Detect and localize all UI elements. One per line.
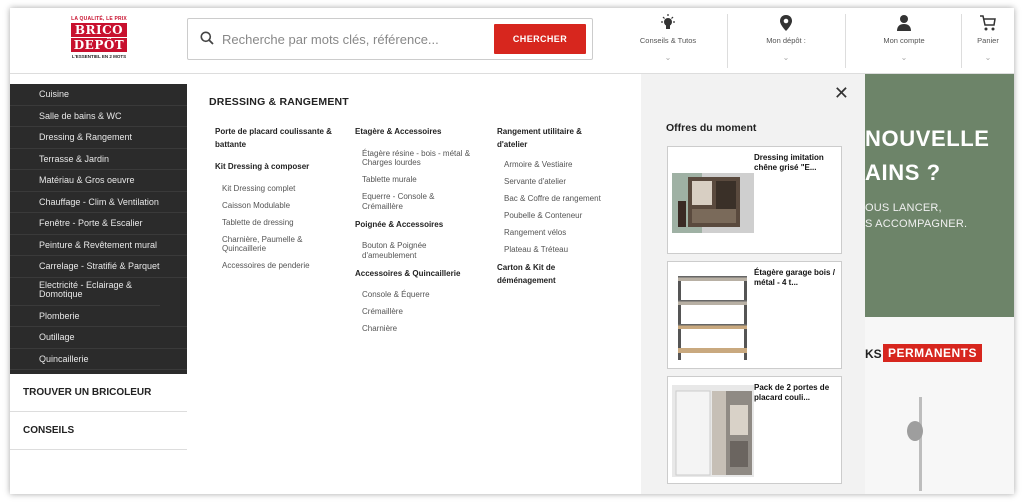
divider (727, 14, 728, 68)
permanent-prices-banner[interactable] (865, 317, 1014, 494)
mega-menu (187, 84, 641, 494)
nav-label: Conseils & Tutos (639, 36, 697, 45)
menu-category[interactable]: Porte de placard coulissante & battante (215, 127, 332, 149)
sidebar-item-outillage[interactable]: Outillage (10, 327, 187, 349)
menu-subitem[interactable]: Charnière (362, 324, 398, 333)
mega-menu-title: DRESSING & RANGEMENT (209, 96, 349, 108)
sidebar-item-fenetre[interactable]: Fenêtre - Porte & Escalier (10, 213, 187, 235)
menu-subitem[interactable]: Caisson Modulable (222, 200, 291, 210)
advice-link[interactable]: CONSEILS (10, 412, 187, 450)
banner-text: NOUVELLE (865, 126, 990, 151)
menu-column-1 (215, 126, 343, 278)
search-icon (200, 31, 214, 45)
search-button[interactable]: CHERCHER (494, 24, 586, 54)
location-pin-icon (779, 14, 793, 32)
chevron-down-icon: ⌄ (782, 53, 790, 62)
menu-column-2 (355, 126, 483, 341)
site-header (10, 8, 1014, 74)
nav-label: Mon compte (883, 36, 925, 45)
close-icon[interactable]: ✕ (833, 83, 849, 103)
menu-subitem[interactable]: Accessoires de penderie (222, 261, 310, 270)
offer-card[interactable] (667, 146, 842, 254)
menu-column-3 (497, 126, 621, 293)
menu-subitem[interactable]: Plateau & Tréteau (504, 245, 569, 254)
logo-tagline: LA QUALITÉ, LE PRIX (71, 16, 127, 22)
sidebar-item-cuisine[interactable]: Cuisine (10, 84, 187, 106)
brico-depot-logo[interactable] (68, 16, 130, 66)
menu-subitem[interactable]: Tablette de dressing (222, 217, 294, 227)
shower-head-icon (905, 397, 935, 491)
product-image (672, 385, 754, 477)
product-image (672, 270, 754, 362)
permanent-badge: PERMANENTS (883, 344, 982, 362)
logo-brand-line1: BRICO (71, 23, 127, 37)
nav-label: Panier (977, 36, 999, 45)
product-image (672, 155, 754, 247)
menu-category[interactable]: Carton & Kit de déménagement (497, 263, 556, 285)
menu-category[interactable]: Kit Dressing à composer (215, 162, 310, 171)
banner-text: OUS LANCER, (865, 202, 942, 214)
category-sidebar (10, 84, 187, 374)
menu-subitem[interactable]: Equerre - Console & Crémaillère (362, 192, 435, 211)
nav-conseils-tutos[interactable] (627, 12, 709, 70)
menu-subitem[interactable]: Armoire & Vestiaire (504, 160, 573, 169)
menu-subitem[interactable]: Rangement vélos (504, 228, 567, 237)
sidebar-item-carrelage[interactable]: Carrelage - Stratifié & Parquet (10, 256, 187, 278)
find-pro-link[interactable]: TROUVER UN BRICOLEUR (10, 374, 187, 412)
lightbulb-icon (660, 14, 676, 32)
sidebar-item-terrasse[interactable]: Terrasse & Jardin (10, 149, 187, 171)
menu-category[interactable]: Rangement utilitaire & d'atelier (497, 127, 582, 149)
banner-text: AINS ? (865, 160, 941, 185)
search-input[interactable] (222, 27, 482, 51)
menu-subitem[interactable]: Bac & Coffre de rangement (504, 194, 601, 203)
sidebar-item-electricite[interactable]: Electricité - Eclairage & Domotique (10, 278, 160, 306)
menu-subitem[interactable]: Servante d'atelier (504, 177, 567, 186)
banner-text: S ACCOMPAGNER. (865, 218, 968, 230)
promo-banner[interactable] (865, 74, 1014, 317)
offers-panel (641, 74, 865, 494)
menu-category[interactable]: Poignée & Accessoires (355, 219, 444, 229)
offers-title: Offres du moment (666, 122, 757, 134)
menu-subitem[interactable]: Bouton & Poignée d'ameublement (362, 241, 427, 260)
offer-title: Dressing imitation chêne grisé "E... (754, 153, 824, 172)
menu-subitem[interactable]: Poubelle & Conteneur (504, 211, 583, 220)
chevron-down-icon: ⌄ (664, 53, 672, 62)
sidebar-item-materiau[interactable]: Matériau & Gros oeuvre (10, 170, 187, 192)
menu-subitem[interactable]: Kit Dressing complet (222, 183, 296, 193)
nav-label: Mon dépôt : (766, 36, 806, 45)
nav-mon-compte[interactable] (863, 12, 945, 70)
sidebar-item-salle-de-bains[interactable]: Salle de bains & WC (10, 106, 187, 128)
divider (961, 14, 962, 68)
menu-subitem[interactable]: Étagère résine - bois - métal & Charges lourdes (362, 148, 471, 167)
nav-mon-depot[interactable] (745, 12, 827, 70)
logo-brand-line2: DEPÔT (71, 38, 127, 52)
sidebar-item-plomberie[interactable]: Plomberie (10, 306, 187, 328)
browser-page (10, 8, 1014, 494)
menu-category[interactable]: Accessoires & Quincaillerie (355, 268, 461, 278)
offer-card[interactable] (667, 261, 842, 369)
nav-panier[interactable] (968, 12, 1008, 70)
sidebar-item-dressing[interactable]: Dressing & Rangement (10, 127, 187, 149)
offer-title: Pack de 2 portes de placard couli... (754, 383, 830, 402)
user-icon (896, 14, 912, 32)
search-bar (187, 18, 593, 60)
menu-subitem[interactable]: Tablette murale (362, 175, 417, 184)
sidebar-item-quincaillerie[interactable]: Quincaillerie (10, 349, 187, 371)
banner-prefix-text: KS (865, 347, 882, 361)
chevron-down-icon: ⌄ (900, 53, 908, 62)
chevron-down-icon: ⌄ (984, 53, 992, 62)
offer-title: Étagère garage bois / métal - 4 t... (754, 268, 835, 287)
sidebar-item-chauffage[interactable]: Chauffage - Clim & Ventilation (10, 192, 187, 214)
menu-subitem[interactable]: Charnière, Paumelle & Quincaillerie (222, 234, 303, 253)
logo-footer: L'ESSENTIEL EN 2 MOTS (71, 54, 127, 59)
offer-card[interactable] (667, 376, 842, 484)
menu-subitem[interactable]: Crémaillère (362, 307, 403, 316)
divider (845, 14, 846, 68)
cart-icon (979, 14, 997, 32)
menu-category[interactable]: Etagère & Accessoires (355, 127, 442, 136)
sidebar-item-peinture[interactable]: Peinture & Revêtement mural (10, 235, 187, 257)
menu-subitem[interactable]: Console & Équerre (362, 290, 430, 299)
